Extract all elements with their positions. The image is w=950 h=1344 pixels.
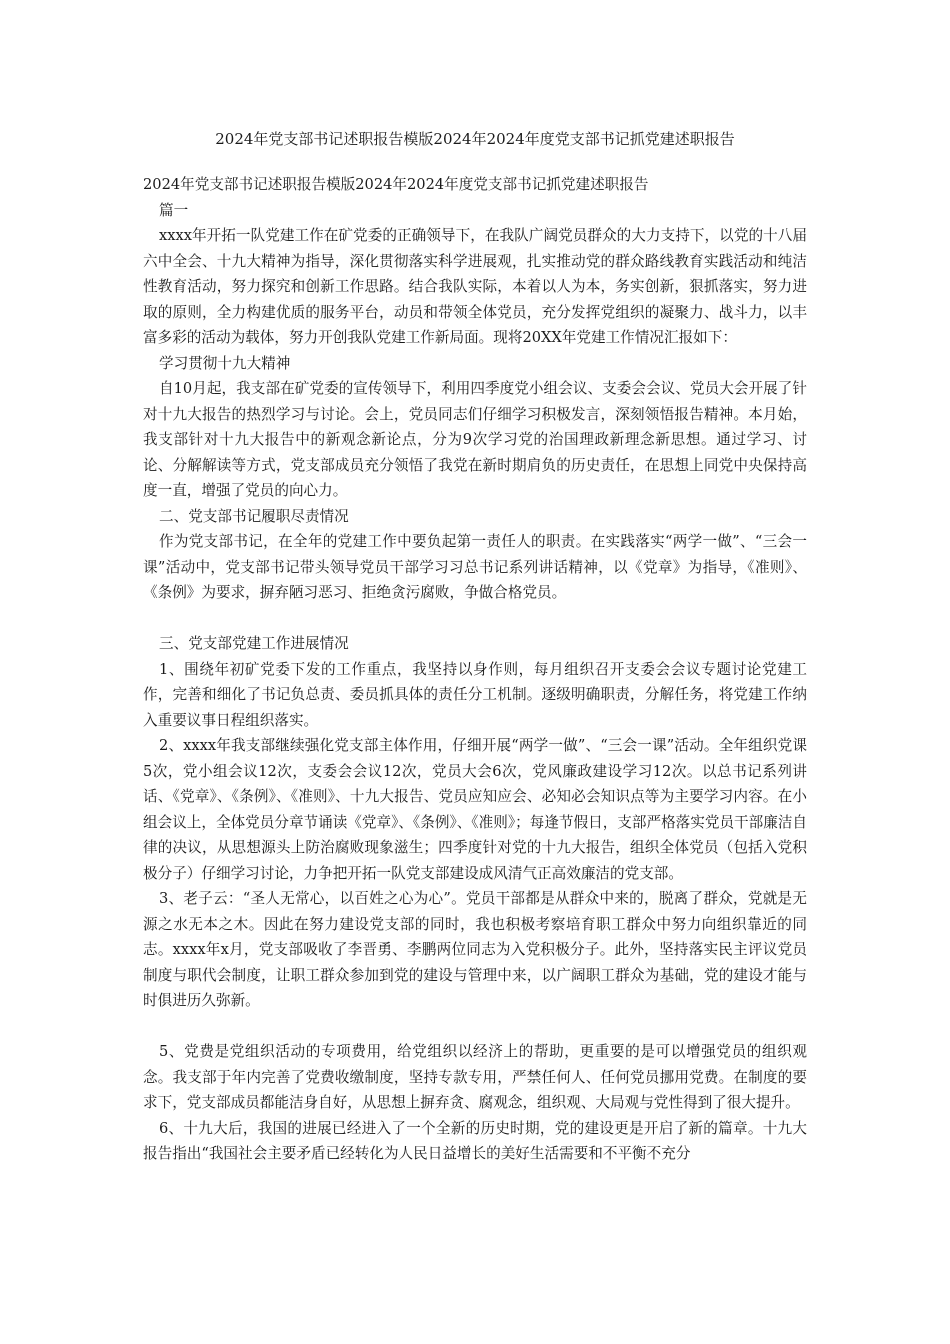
- progress-item-2: 2、xxxx年我支部继续强化党支部主体作用，仔细开展“两学一做”、“三会一课”活动。全年组织党课5次，党小组会议12次，支委会会议12次，党员大会6次，党风廉政建设学习12次。以总书记系列讲话、《党章》、《条例》、《准则》、十九大报告、党员应知应会、必知必会知识点等为主要学习内容。在小组会议上，全体党员分章节诵读《党章》、《条例》、《准则》；每逢节假日，支部严格落实党员干部廉洁自律的决议，从思想源头上防治腐败现象滋生；四季度针对党的十九大报告，组织全体党员（包括入党积极分子）仔细学习讨论，力争把开拓一队党支部建设成风清气正高效廉洁的党支部。: [143, 737, 808, 882]
- section-paragraph-study: 自10月起，我支部在矿党委的宣传领导下，利用四季度党小组会议、支委会会议、党员大会开展了针对十九大报告的热烈学习与讨论。会上，党员同志们仔细学习积极发言，深刻领悟报告精神。本月始，我支部针对十九大报告中的新观念新论点，分为9次学习党的治国理政新理念新思想。通过学习、讨论、分解解读等方式，党支部成员充分领悟了我党在新时期肩负的历史责任，在思想上同党中央保持高度一直，增强了党员的向心力。: [143, 380, 807, 499]
- section-heading-study: 学习贯彻十九大精神: [159, 354, 291, 372]
- document-subtitle: 2024年党支部书记述职报告模版2024年2024年度党支部书记抓党建述职报告: [143, 176, 649, 193]
- section-heading-progress: 三、党支部党建工作进展情况: [159, 635, 349, 652]
- document-body: [143, 172, 807, 1167]
- progress-item-5: 5、党费是党组织活动的专项费用，给党组织以经济上的帮助，更重要的是可以增强党员的组织观念。我支部于年内完善了党费收缴制度，坚持专款专用，严禁任何人、任何党员挪用党费。在制度的要求下，党支部成员都能洁身自好，从思想上摒弃贪、腐观念，组织观、大局观与党性得到了很大提升。: [143, 1043, 807, 1111]
- progress-item-1: 1、围绕年初矿党委下发的工作重点，我坚持以身作则，每月组织召开支委会会议专题讨论党建工作，完善和细化了书记负总责、委员抓具体的责任分工机制。逐级明确职责，分解任务，将党建工作纳入重要议事日程组织落实。: [143, 660, 807, 729]
- blank-line: [143, 1014, 807, 1040]
- progress-item-6: 6、十九大后，我国的进展已经进入了一个全新的历史时期，党的建设更是开启了新的篇章。十九大报告指出“我国社会主要矛盾已经转化为人民日益增长的美好生活需要和不平衡不充分: [143, 1119, 807, 1162]
- intro-paragraph: xxxx年开拓一队党建工作在矿党委的正确领导下，在我队广阔党员群众的大力支持下，以党的十八届六中全会、十九大精神为指导，深化贯彻落实科学进展观，扎实推动党的群众路线教育实践活动和纯洁性教育活动，努力探究和创新工作思路。结合我队实际，本着以人为本，务实创新，狠抓落实，努力进取的原则，全力构建优质的服务平台，动员和带领全体党员，充分发挥党组织的凝聚力、战斗力，以丰富多彩的活动为载体，努力开创我队党建工作新局面。现将20XX年党建工作情况汇报如下：: [143, 227, 807, 346]
- section-paragraph-duties: 作为党支部书记，在全年的党建工作中要负起第一责任人的职责。在实践落实“两学一做”、“三会一课”活动中，党支部书记带头领导党员干部学习习总书记系列讲话精神，以《党章》为指导，《准则》、《条例》为要求，摒弃陋习恶习、拒绝贪污腐败，争做合格党员。: [143, 533, 807, 601]
- progress-item-3: 3、老子云：“圣人无常心，以百姓之心为心”。党员干部都是从群众中来的，脱离了群众，党就是无源之水无本之木。因此在努力建设党支部的同时，我也积极考察培育职工群众中努力向组织靠近的同志。xxxx年x月，党支部吸收了李晋勇、李鹏两位同志为入党积极分子。此外，坚持落实民主评议党员制度与职代会制度，让职工群众参加到党的建设与管理中来，以广阔职工群众为基础，党的建设才能与时俱进历久弥新。: [143, 890, 807, 1009]
- blank-line: [143, 606, 807, 632]
- document-title: 2024年党支部书记述职报告模版2024年2024年度党支部书记抓党建述职报告: [215, 130, 735, 148]
- section-heading-duties: 二、党支部书记履职尽责情况: [159, 507, 349, 525]
- part-label: 篇一: [159, 201, 189, 219]
